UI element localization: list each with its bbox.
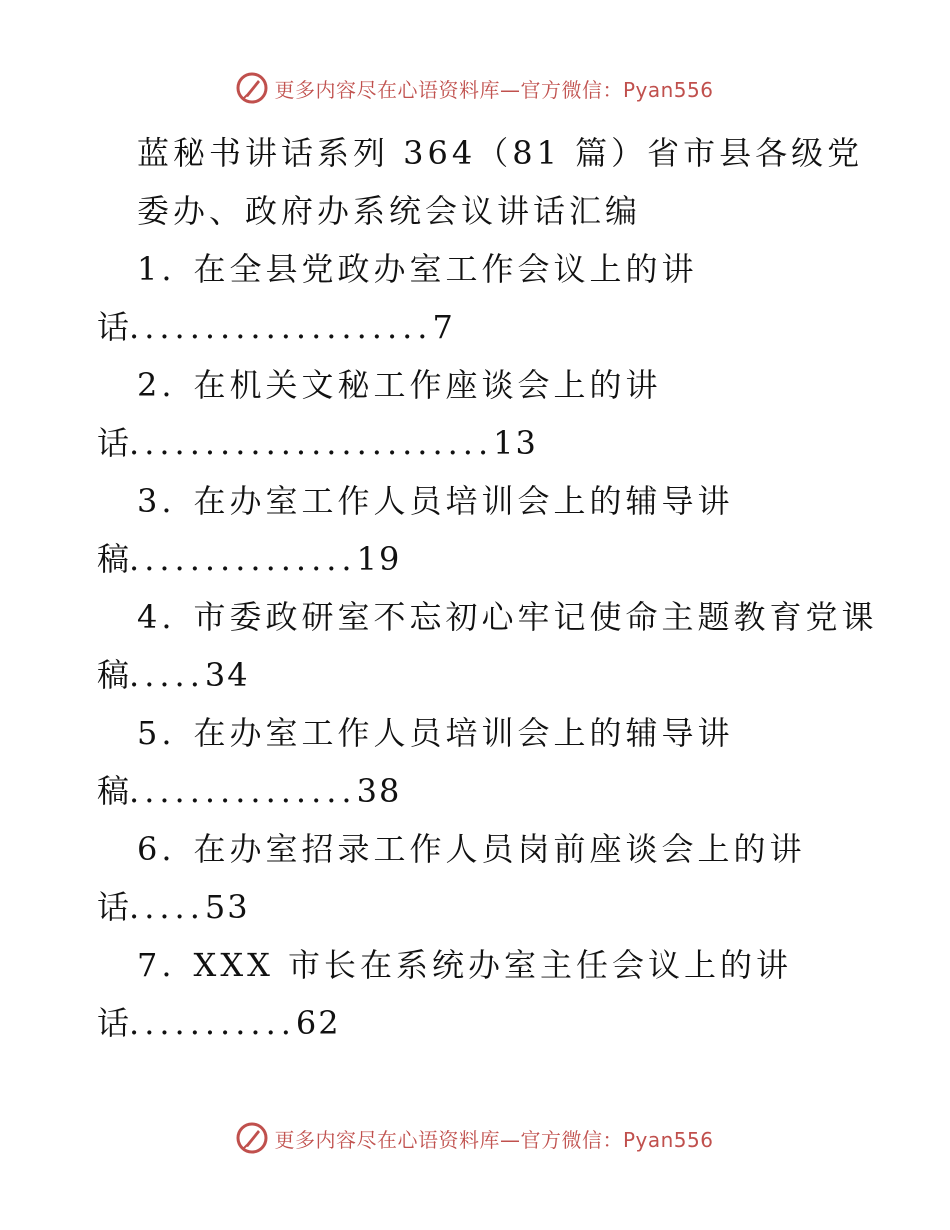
- toc-entry-text: XXX 市长在系统办室主任会议上的讲: [193, 946, 793, 984]
- toc-entry-number: 7.: [137, 946, 176, 984]
- toc-entry-2-title: [137, 360, 662, 406]
- toc-entry-6-title: [137, 824, 806, 870]
- watermark-text: 更多内容尽在心语资料库—官方微信：Pyan556: [274, 77, 714, 102]
- toc-entry-page-number: 38: [356, 772, 402, 810]
- toc-entry-text: 市委政研室不忘初心牢记使命主题教育党课: [193, 598, 878, 636]
- toc-entry-leader: ...............: [129, 772, 357, 810]
- toc-entry-page-number: 62: [295, 1004, 341, 1042]
- toc-entry-text: 在全县党政办室工作会议上的讲: [193, 250, 698, 288]
- toc-entry-leader: ...........: [129, 1004, 296, 1042]
- document-title-line-2: 委办、政府办系统会议讲话汇编: [137, 192, 642, 230]
- toc-entry-number: 1.: [137, 250, 176, 288]
- toc-entry-leader: ...............: [129, 540, 357, 578]
- toc-entry-leader: .....: [129, 888, 205, 926]
- toc-entry-number: 5.: [137, 714, 176, 752]
- toc-entry-number: 6.: [137, 830, 176, 868]
- toc-entry-tail-char: 话: [97, 308, 130, 346]
- toc-entry-6-page: [97, 882, 250, 928]
- toc-entry-1-title: [137, 244, 698, 290]
- toc-entry-tail-char: 稿: [97, 772, 130, 810]
- toc-entry-4-title: [137, 592, 878, 638]
- toc-entry-3-title: [137, 476, 734, 522]
- toc-entry-text: 在机关文秘工作座谈会上的讲: [193, 366, 662, 404]
- toc-entry-7-page: [97, 998, 341, 1044]
- toc-entry-leader: .....: [129, 656, 205, 694]
- toc-entry-4-page: [97, 650, 250, 696]
- toc-entry-tail-char: 稿: [97, 656, 130, 694]
- toc-entry-2-page: [97, 418, 538, 464]
- toc-entry-tail-char: 话: [97, 424, 130, 462]
- toc-entry-5-title: [137, 708, 734, 754]
- toc-entry-leader: ........................: [129, 424, 494, 462]
- toc-entry-leader: ....................: [129, 308, 433, 346]
- quill-logo-icon: [236, 1122, 268, 1154]
- toc-entry-tail-char: 话: [97, 1004, 130, 1042]
- document-title-line-1: 蓝秘书讲话系列 364（81 篇）省市县各级党: [137, 134, 864, 172]
- toc-entry-tail-char: 话: [97, 888, 130, 926]
- toc-entry-page-number: 34: [204, 656, 250, 694]
- toc-entry-text: 在办室工作人员培训会上的辅导讲: [193, 714, 734, 752]
- toc-entry-text: 在办室工作人员培训会上的辅导讲: [193, 482, 734, 520]
- toc-entry-7-title: [137, 940, 792, 986]
- toc-entry-number: 3.: [137, 482, 176, 520]
- toc-entry-page-number: 19: [356, 540, 402, 578]
- watermark-text: 更多内容尽在心语资料库—官方微信：Pyan556: [274, 1127, 714, 1152]
- toc-entry-number: 4.: [137, 598, 176, 636]
- header-watermark: [0, 72, 950, 104]
- toc-entry-page-number: 53: [204, 888, 250, 926]
- quill-logo-icon: [236, 72, 268, 104]
- toc-entry-1-page: [97, 302, 455, 348]
- toc-entry-5-page: [97, 766, 401, 812]
- toc-entry-tail-char: 稿: [97, 540, 130, 578]
- toc-entry-page-number: 7: [432, 308, 455, 346]
- toc-entry-number: 2.: [137, 366, 176, 404]
- toc-entry-3-page: [97, 534, 401, 580]
- toc-entry-text: 在办室招录工作人员岗前座谈会上的讲: [193, 830, 806, 868]
- toc-entry-page-number: 13: [493, 424, 538, 462]
- footer-watermark: [0, 1122, 950, 1154]
